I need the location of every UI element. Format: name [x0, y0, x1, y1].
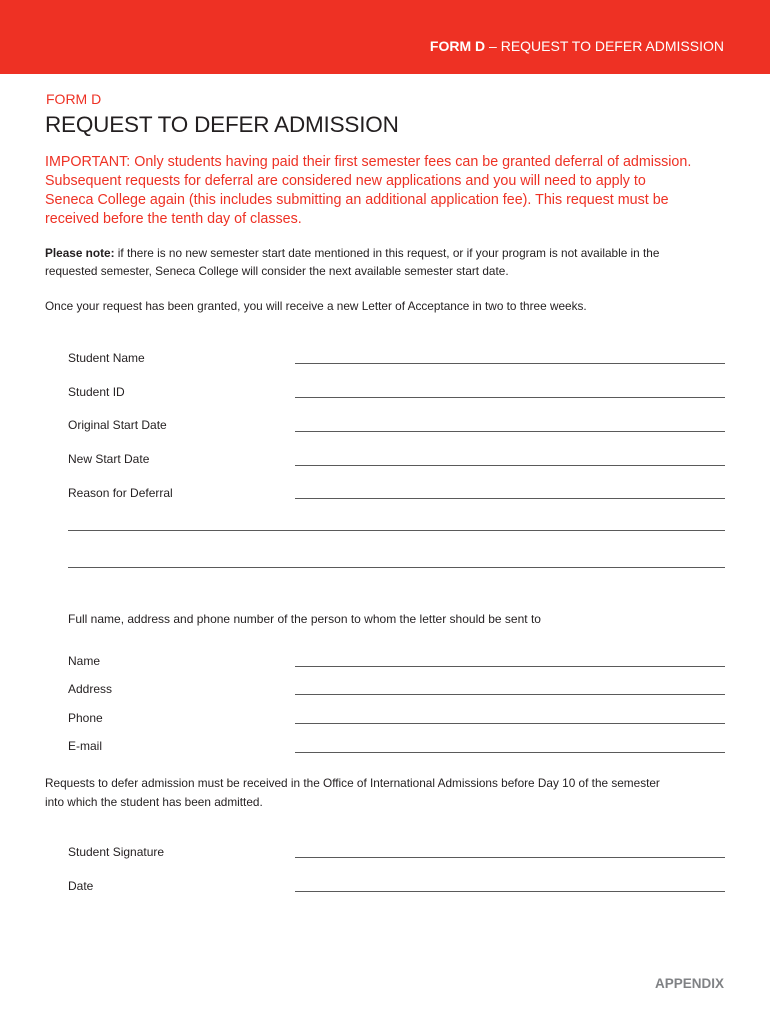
- deadline-notice: [45, 774, 660, 812]
- granted-text: Once your request has been granted, you will receive a new Letter of Acceptance in two to three weeks.: [45, 299, 587, 313]
- reason-extra-line[interactable]: [68, 530, 725, 531]
- appendix-label: APPENDIX: [654, 976, 724, 991]
- header-form-title: REQUEST TO DEFER ADMISSION: [500, 38, 724, 54]
- recipient-email-label: E-mail: [68, 739, 103, 753]
- date-field[interactable]: [295, 891, 725, 892]
- recipient-intro: Full name, address and phone number of the person to whom the letter should be sent to: [68, 612, 541, 626]
- original-start-date-label: Original Start Date: [68, 418, 167, 432]
- recipient-phone-field[interactable]: [295, 723, 725, 724]
- header-form-code: FORM D: [429, 38, 486, 54]
- form-code-label: FORM D: [46, 91, 102, 107]
- date-label: Date: [68, 879, 94, 893]
- note-label: Please note:: [45, 246, 115, 260]
- please-note: [45, 244, 659, 280]
- header-band: [0, 0, 770, 74]
- recipient-phone-label: Phone: [68, 711, 103, 725]
- recipient-name-label: Name: [68, 654, 101, 668]
- header-title: [430, 38, 724, 54]
- reason-for-deferral-field[interactable]: [295, 498, 725, 499]
- important-line: received before the tenth day of classes.: [45, 211, 302, 227]
- original-start-date-field[interactable]: [295, 431, 725, 432]
- recipient-address-label: Address: [68, 682, 113, 696]
- reason-for-deferral-label: Reason for Deferral: [68, 486, 173, 500]
- header-separator: –: [489, 38, 497, 54]
- student-id-label: Student ID: [68, 385, 125, 399]
- student-signature-label: Student Signature: [68, 845, 165, 859]
- student-name-field[interactable]: [295, 363, 725, 364]
- recipient-name-field[interactable]: [295, 666, 725, 667]
- note-text: if there is no new semester start date mentioned in this request, or if your program is not available in the: [114, 246, 660, 260]
- student-signature-field[interactable]: [295, 857, 725, 858]
- important-line: IMPORTANT: Only students having paid their first semester fees can be granted deferral of admission.: [45, 154, 692, 170]
- deadline-line: Requests to defer admission must be received in the Office of International Admissions before Day 10 of the semester: [45, 776, 660, 790]
- important-line: Subsequent requests for deferral are considered new applications and you will need to apply to: [45, 173, 646, 189]
- important-notice: [45, 153, 735, 229]
- student-name-label: Student Name: [68, 351, 145, 365]
- recipient-address-field[interactable]: [295, 694, 725, 695]
- note-line: requested semester, Seneca College will consider the next available semester start date.: [45, 264, 509, 278]
- page-title: REQUEST TO DEFER ADMISSION: [45, 112, 399, 137]
- new-start-date-field[interactable]: [295, 465, 725, 466]
- important-line: Seneca College again (this includes submitting an additional application fee). This request must be: [45, 192, 669, 208]
- reason-extra-line[interactable]: [68, 567, 725, 568]
- new-start-date-label: New Start Date: [68, 452, 150, 466]
- deadline-line: into which the student has been admitted.: [45, 795, 263, 809]
- student-id-field[interactable]: [295, 397, 725, 398]
- note-line: [45, 244, 659, 262]
- recipient-email-field[interactable]: [295, 752, 725, 753]
